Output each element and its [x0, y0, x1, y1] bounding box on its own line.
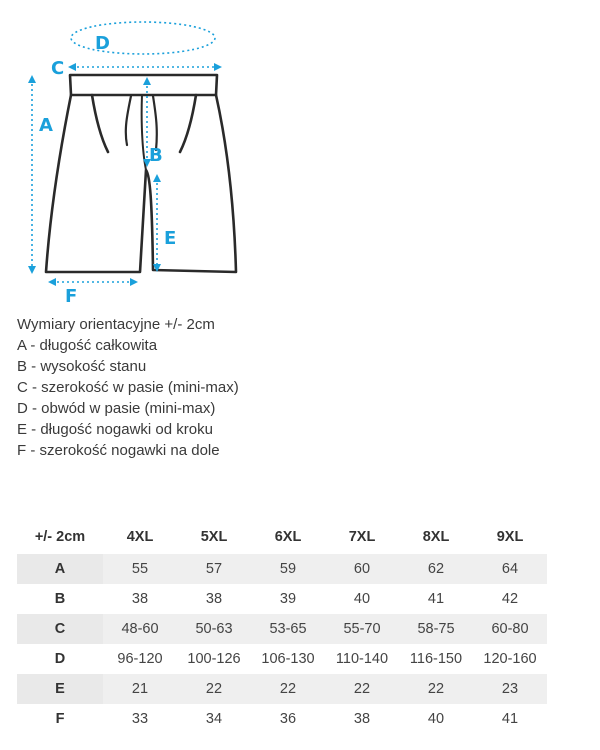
table-cell: 110-140 [335, 651, 389, 667]
row-label: B [54, 591, 66, 607]
table-cell: 38 [205, 591, 223, 607]
table-cell: 41 [427, 591, 445, 607]
table-cell: 23 [473, 674, 547, 704]
table-row [17, 614, 547, 644]
table-cell: 116-150 [409, 651, 463, 667]
size-header: 9XL [496, 529, 524, 545]
table-cell: 60 [325, 554, 399, 584]
table-cell: 22 [177, 674, 251, 704]
table-cell: 36 [279, 711, 297, 727]
size-header: 7XL [348, 529, 376, 545]
table-cell: 64 [473, 554, 547, 584]
table-cell: 22 [325, 674, 399, 704]
label-e: E [164, 228, 177, 249]
label-d: D [95, 33, 110, 54]
table-row [17, 674, 547, 704]
row-label: F [55, 711, 65, 727]
label-f: F [65, 286, 78, 307]
size-header: 8XL [422, 529, 450, 545]
leg-opening-arrow [48, 278, 138, 286]
measurement-legend [17, 314, 239, 461]
table-cell: 33 [131, 711, 149, 727]
table-cell: 96-120 [117, 651, 163, 667]
label-c: C [51, 58, 65, 79]
table-row [17, 554, 547, 584]
size-header: 4XL [126, 529, 154, 545]
table-row [17, 644, 547, 674]
table-cell: 34 [205, 711, 223, 727]
legend-item-b: B - wysokość stanu [17, 358, 147, 375]
table-cell: 100-126 [187, 651, 241, 667]
table-row [17, 584, 547, 614]
legend-item-f: F - szerokość nogawki na dole [17, 442, 220, 459]
legend-item-a: A - długość całkowita [17, 337, 158, 354]
size-header-row [17, 520, 547, 554]
legend-item-e: E - długość nogawki od kroku [17, 421, 213, 438]
label-a: A [39, 115, 53, 136]
row-label: A [17, 554, 103, 584]
table-cell: 60-80 [473, 614, 547, 644]
table-cell: 40 [427, 711, 445, 727]
total-length-arrow [28, 75, 36, 274]
row-label: C [17, 614, 103, 644]
table-cell: 59 [251, 554, 325, 584]
legend-item-d: D - obwód w pasie (mini-max) [17, 400, 216, 417]
table-cell: 40 [353, 591, 371, 607]
waist-width-arrow [68, 63, 222, 71]
table-cell: 22 [399, 674, 473, 704]
table-cell: 57 [177, 554, 251, 584]
inseam-arrow [153, 174, 161, 272]
table-cell: 106-130 [261, 651, 315, 667]
table-cell: 53-65 [251, 614, 325, 644]
shorts-measurement-diagram [0, 0, 260, 310]
table-cell: 41 [501, 711, 519, 727]
table-cell: 62 [399, 554, 473, 584]
shorts-outline [46, 75, 236, 272]
row-label: E [17, 674, 103, 704]
table-cell: 58-75 [399, 614, 473, 644]
size-table [17, 520, 547, 734]
table-cell: 39 [279, 591, 297, 607]
tolerance-header: +/- 2cm [34, 529, 86, 545]
size-header: 6XL [274, 529, 302, 545]
table-cell: 120-160 [483, 651, 537, 667]
table-cell: 55 [103, 554, 177, 584]
table-cell: 42 [501, 591, 519, 607]
row-label: D [54, 651, 66, 667]
table-cell: 55-70 [325, 614, 399, 644]
legend-item-c: C - szerokość w pasie (mini-max) [17, 379, 239, 396]
table-row [17, 704, 547, 734]
table-cell: 22 [251, 674, 325, 704]
table-cell: 21 [103, 674, 177, 704]
size-header: 5XL [200, 529, 228, 545]
table-cell: 38 [353, 711, 371, 727]
waist-circumference-ellipse [71, 22, 215, 54]
label-b: B [149, 145, 163, 166]
table-cell: 50-63 [177, 614, 251, 644]
table-cell: 38 [131, 591, 149, 607]
legend-title: Wymiary orientacyjne +/- 2cm [17, 316, 215, 333]
table-cell: 48-60 [103, 614, 177, 644]
